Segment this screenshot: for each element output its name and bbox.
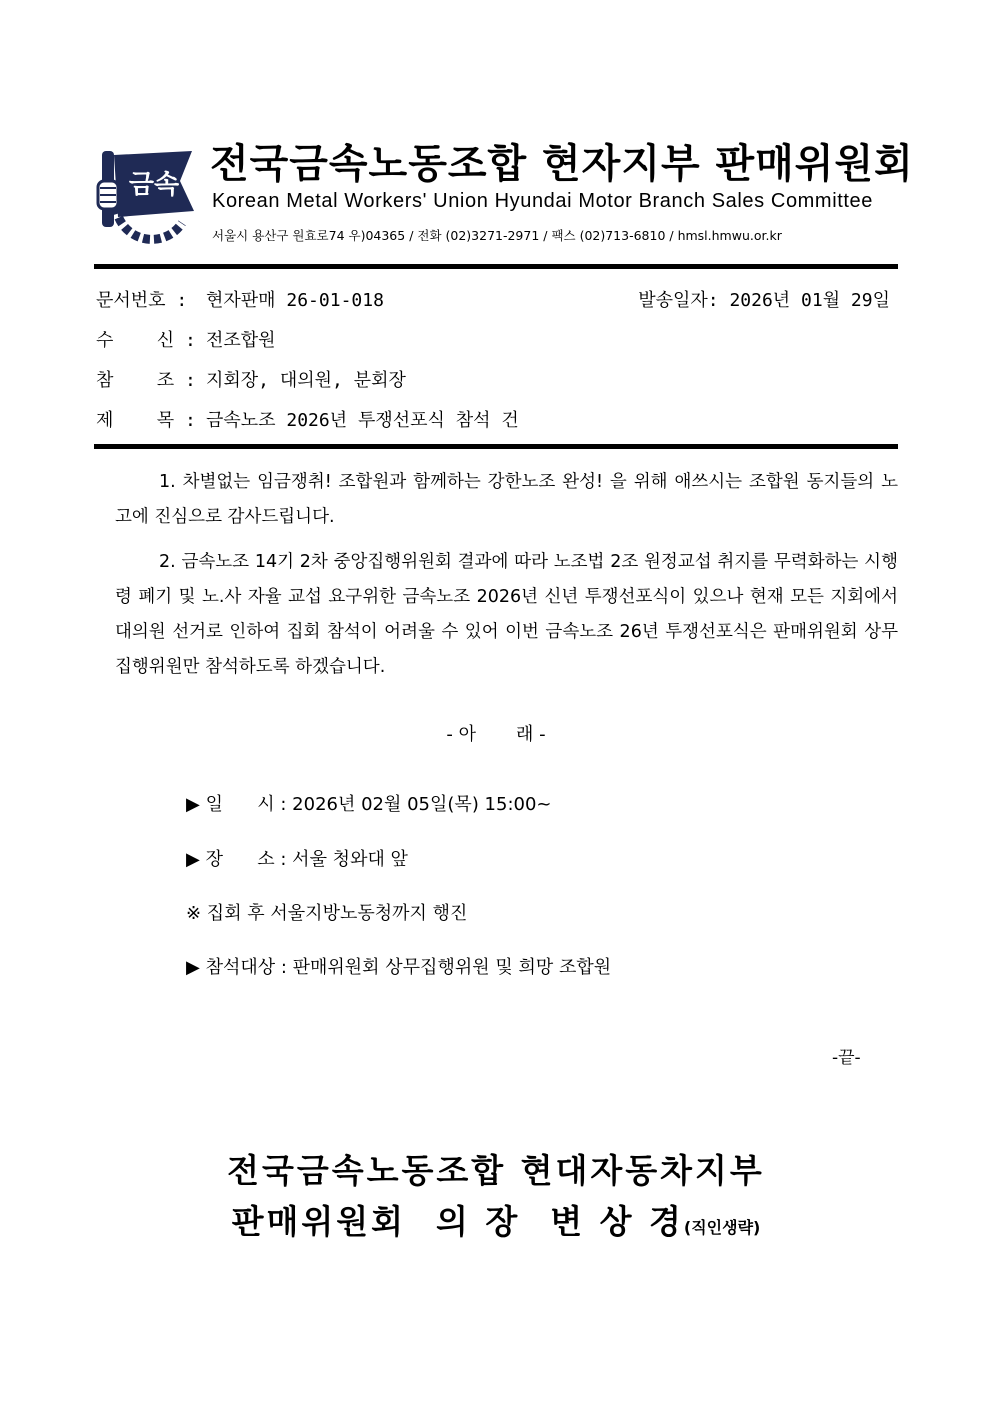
event-attendees: ▶ 참석대상 : 판매위원회 상무집행위원 및 희망 조합원 [186,957,612,978]
body-paragraph-2: 2. 금속노조 14기 2차 중앙집행위원회 결과에 따라 노조법 2조 원정교섭 취지를 무력화하는 시행령 폐기 및 노.사 자율 교섭 요구위한 금속노조 2026년 신년 투쟁선포식이 있으나 현재 모든 지회에서 대의원 선거로 인하여 집회 참석이 어려울 수 있어 이번 금속노조 26년 투쟁선포식은 판매위원회 상무집행위원만 참석하도록 하겠습니다. [115,552,898,677]
signature-line-2 [0,1196,992,1243]
subject-label: 제 목 : [96,410,196,431]
send-date: 2026년 01월 29일 [729,290,890,311]
signature-title: 의 장 [436,1202,521,1241]
signature-name: 변 상 경 [550,1202,684,1241]
send-date-label: 발송일자: [638,290,719,311]
end-mark: -끝- [832,1048,861,1068]
body-paragraph-1: 1. 차별없는 임금쟁취! 조합원과 함께하는 강한노조 완성! 을 위해 애쓰시는 조합원 동지들의 노고에 진심으로 감사드립니다. [115,472,898,527]
details-heading: - 아 래 - [446,724,546,745]
org-english-name: Korean Metal Workers' Union Hyundai Motor Branch Sales Committee [212,190,873,212]
reference: 지회장, 대의원, 분회장 [206,370,406,391]
header-rule-top [94,264,898,269]
recipient-row [96,326,896,356]
doc-number: 현자판매 26-01-018 [206,290,384,311]
event-note: ※ 집회 후 서울지방노동청까지 행진 [186,903,468,924]
reference-row [96,366,896,396]
event-time: ▶ 일 시 : 2026년 02월 05일(목) 15:00~ [186,794,552,815]
send-date-group [638,286,890,312]
signature-org: 판매위원회 [231,1202,407,1241]
doc-number-label: 문서번호 : [96,290,188,311]
header-rule-bottom [94,444,898,449]
org-address: 서울시 용산구 원효로74 우)04365 / 전화 (02)3271-2971 / 팩스 (02)713-6810 / hmsl.hmwu.or.kr [212,228,782,243]
recipient: 전조합원 [206,330,276,351]
event-place: ▶ 장 소 : 서울 청와대 앞 [186,849,408,870]
recipient-label: 수 신 : [96,330,196,351]
reference-label: 참 조 : [96,370,196,391]
doc-number-row [96,286,896,316]
svg-text:금속: 금속 [128,170,180,200]
union-logo [96,145,198,245]
seal-omitted-note: (직인생략) [683,1218,761,1237]
subject: 금속노조 2026년 투쟁선포식 참석 건 [206,410,519,431]
org-title: 전국금속노동조합 현자지부 판매위원회 [210,141,914,187]
signature-line-1: 전국금속노동조합 현대자동차지부 [227,1151,765,1190]
subject-row [96,406,896,436]
